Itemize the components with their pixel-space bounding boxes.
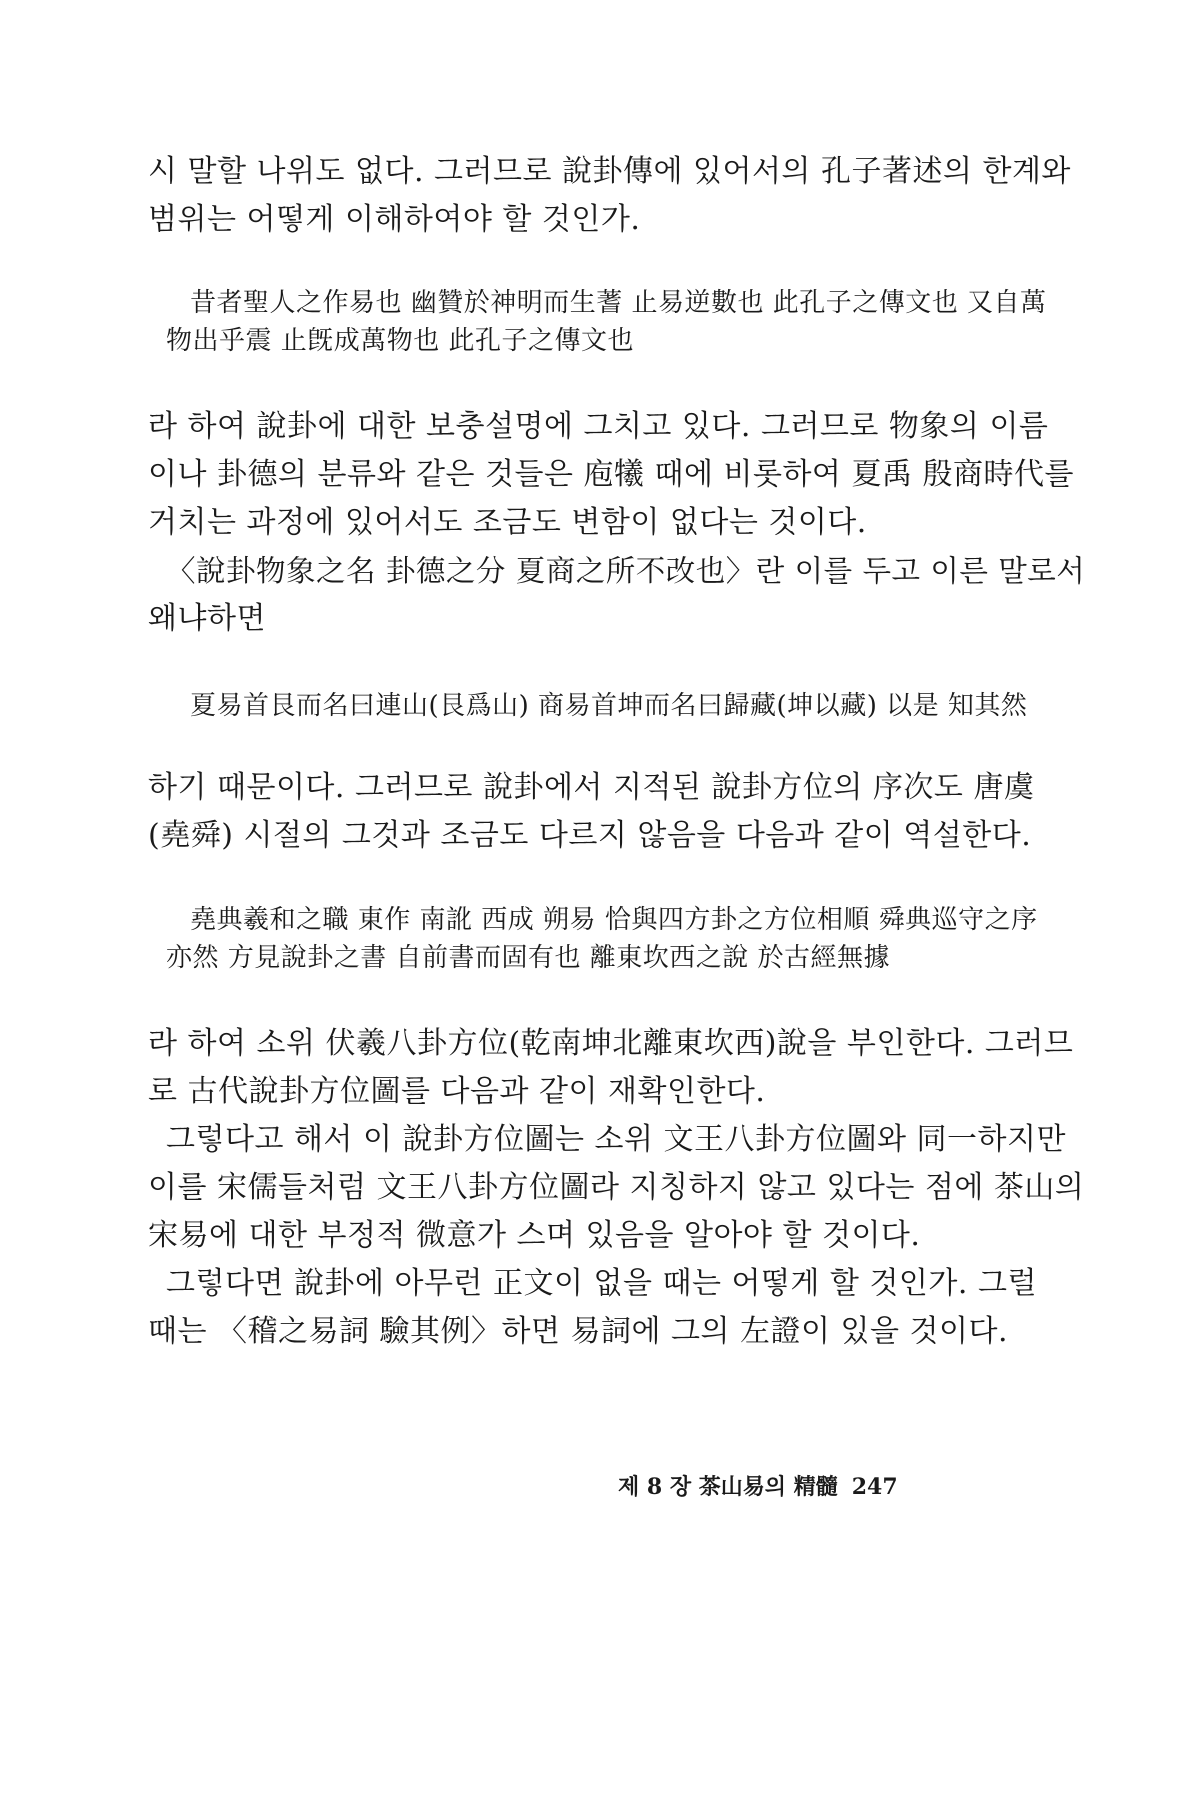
text-line: 宋易에 대한 부정적 微意가 스며 있음을 알아야 할 것이다. (148, 1218, 921, 1253)
quotation-line: 堯典羲和之職 東作 南訛 西成 朔易 恰與四方卦之方位相順 舜典巡守之序 (190, 905, 1038, 935)
text-line: 왜냐하면 (148, 601, 266, 636)
text-line: 범위는 어떻게 이해하여야 할 것인가. (148, 202, 641, 237)
page-number: 247 (851, 1474, 898, 1500)
running-footer (618, 1472, 898, 1502)
quotation-line: 夏易首艮而名曰連山(艮爲山) 商易首坤而名曰歸藏(坤以藏) 以是 知其然 (190, 691, 1028, 721)
text-line: 이를 宋儒들처럼 文王八卦方位圖라 지칭하지 않고 있다는 점에 茶山의 (148, 1170, 1085, 1205)
quotation-line: 昔者聖人之作易也 幽贊於神明而生蓍 止易逆數也 此孔子之傳文也 又自萬 (190, 288, 1047, 318)
text-line: 거치는 과정에 있어서도 조금도 변함이 없다는 것이다. (148, 505, 867, 540)
text-line: 〈說卦物象之名 卦德之分 夏商之所不改也〉란 이를 두고 이른 말로서 (166, 554, 1086, 588)
text-line: 그렇다고 해서 이 說卦方位圖는 소위 文王八卦方位圖와 同一하지만 (166, 1122, 1066, 1157)
quotation-line: 亦然 方見說卦之書 自前書而固有也 離東坎西之說 於古經無據 (166, 943, 891, 973)
text-line: 라 하여 說卦에 대한 보충설명에 그치고 있다. 그러므로 物象의 이름 (148, 409, 1049, 444)
text-line: 시 말할 나위도 없다. 그러므로 說卦傳에 있어서의 孔子著述의 한계와 (148, 154, 1071, 189)
text-line: 때는 〈稽之易詞 驗其例〉하면 易詞에 그의 左證이 있을 것이다. (148, 1314, 1009, 1349)
text-line: 이나 卦德의 분류와 같은 것들은 庖犧 때에 비롯하여 夏禹 殷商時代를 (148, 457, 1074, 492)
text-line: 하기 때문이다. 그러므로 說卦에서 지적된 說卦方位의 序次도 唐虞 (148, 770, 1035, 805)
text-line: (堯舜) 시절의 그것과 조금도 다르지 않음을 다음과 같이 역설한다. (148, 818, 1032, 853)
text-line: 라 하여 소위 伏羲八卦方位(乾南坤北離東坎西)說을 부인한다. 그러므 (148, 1026, 1074, 1061)
text-line: 그렇다면 說卦에 아무런 正文이 없을 때는 어떻게 할 것인가. 그럴 (166, 1266, 1037, 1301)
text-line: 로 古代說卦方位圖를 다음과 같이 재확인한다. (148, 1074, 766, 1109)
chapter-title: 제 8 장 茶山易의 精髓 (618, 1474, 838, 1500)
quotation-line: 物出乎震 止旣成萬物也 此孔子之傳文也 (166, 326, 635, 356)
